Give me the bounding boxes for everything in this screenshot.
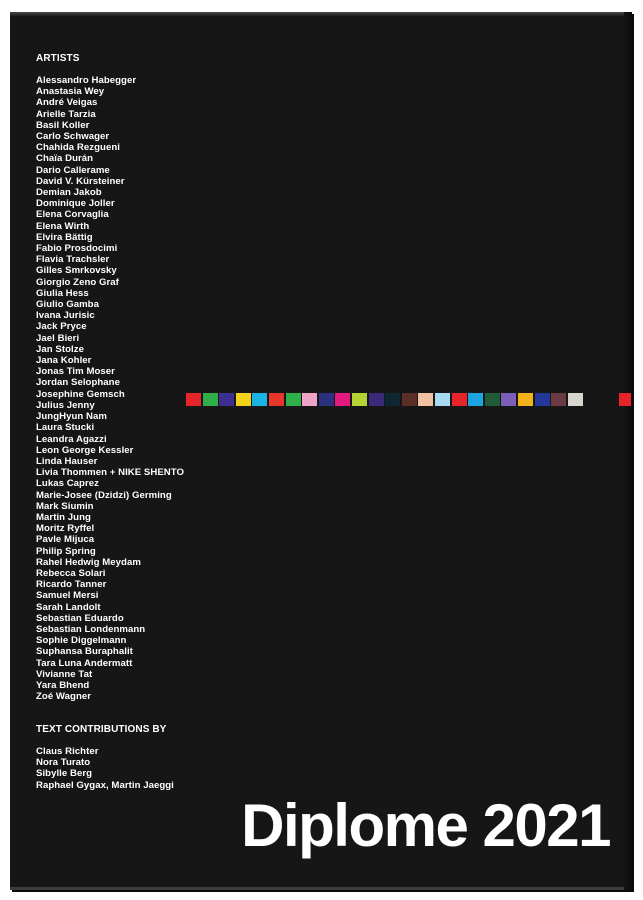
list-item: Jordan Selophane	[36, 377, 120, 389]
cover-side-edge	[624, 12, 632, 890]
list-item: Julius Jenny	[36, 399, 95, 411]
contributors-list	[36, 746, 174, 791]
list-item: Chahida Rezgueni	[36, 142, 120, 154]
color-swatch	[252, 393, 267, 406]
list-item: Ricardo Tanner	[36, 579, 107, 591]
color-swatch	[219, 393, 234, 406]
list-item: Chaïa Durán	[36, 153, 94, 165]
color-swatch	[369, 393, 384, 406]
color-swatch	[551, 393, 566, 406]
color-swatch	[452, 393, 467, 406]
list-item: Sarah Landolt	[36, 601, 101, 613]
book-cover	[10, 12, 632, 890]
color-swatch	[319, 393, 334, 406]
list-item: Rahel Hedwig Meydam	[36, 556, 141, 568]
list-item: Jack Pryce	[36, 321, 87, 333]
color-swatch	[286, 393, 301, 406]
list-item: Leon George Kessler	[36, 444, 134, 456]
list-item: Moritz Ryffel	[36, 523, 95, 535]
color-swatch	[352, 393, 367, 406]
color-swatch	[485, 393, 500, 406]
list-item: Samuel Mersi	[36, 590, 99, 602]
list-item: Linda Hauser	[36, 455, 98, 467]
list-item: Suphansa Buraphalit	[36, 646, 133, 658]
cover-top-edge	[10, 12, 632, 16]
list-item: Vivianne Tat	[36, 668, 93, 680]
color-swatch	[501, 393, 516, 406]
list-item: Elena Corvaglia	[36, 209, 109, 221]
list-item: Tara Luna Andermatt	[36, 657, 133, 669]
list-item: Basil Koller	[36, 119, 90, 131]
color-swatch	[468, 393, 483, 406]
color-swatch	[435, 393, 450, 406]
color-swatch	[568, 393, 583, 406]
list-item: Jael Bieri	[36, 332, 80, 344]
list-item: Jonas Tim Moser	[36, 366, 115, 378]
list-item: Claus Richter	[36, 746, 99, 757]
list-item: Giorgio Zeno Graf	[36, 276, 119, 288]
list-item: Sebastian Eduardo	[36, 612, 124, 624]
list-item: Ivana Jurisic	[36, 310, 95, 322]
list-item: Nora Turato	[36, 757, 91, 769]
list-item: Mark Siumin	[36, 500, 94, 512]
list-item: Carlo Schwager	[36, 131, 110, 143]
list-item: Fabio Prosdocimi	[36, 243, 118, 255]
list-item: Demian Jakob	[36, 187, 102, 199]
list-item: Leandra Agazzi	[36, 433, 107, 445]
list-item: Sibylle Berg	[36, 768, 93, 780]
color-swatch	[302, 393, 317, 406]
list-item: Elvira Bättig	[36, 231, 93, 243]
list-item: Anastasia Wey	[36, 86, 105, 98]
color-swatch	[186, 393, 201, 406]
list-item: Giulio Gamba	[36, 299, 99, 311]
list-item: Marie-Josee (Dzidzi) Germing	[36, 489, 172, 501]
list-item: Alessandro Habegger	[36, 75, 137, 86]
list-item: André Veigas	[36, 97, 98, 109]
contributions-heading: TEXT CONTRIBUTIONS BY	[36, 724, 167, 735]
list-item: Lukas Caprez	[36, 478, 99, 490]
color-swatch	[619, 393, 631, 406]
list-item: Zoé Wagner	[36, 691, 92, 703]
color-swatch	[518, 393, 533, 406]
list-item: Rebecca Solari	[36, 567, 106, 579]
list-item: Dario Callerame	[36, 164, 110, 176]
list-item: Giulia Hess	[36, 287, 89, 299]
list-item: Elena Wirth	[36, 220, 90, 232]
color-swatch	[535, 393, 550, 406]
color-swatch	[269, 393, 284, 406]
list-item: Josephine Gemsch	[36, 388, 125, 400]
list-item: Jana Kohler	[36, 355, 92, 367]
list-item: Arielle Tarzia	[36, 108, 96, 120]
list-item: Gilles Smrkovsky	[36, 265, 117, 277]
artists-list	[36, 75, 184, 702]
color-swatch	[402, 393, 417, 406]
color-swatch	[335, 393, 350, 406]
color-swatch	[203, 393, 218, 406]
list-item: JungHyun Nam	[36, 411, 107, 423]
list-item: Flavia Trachsler	[36, 254, 110, 266]
list-item: Yara Bhend	[36, 679, 90, 691]
color-swatch	[418, 393, 433, 406]
cover-title: Diplome 2021	[241, 792, 610, 859]
list-item: Dominique Joller	[36, 198, 115, 210]
list-item: Sophie Diggelmann	[36, 635, 127, 647]
color-swatch	[385, 393, 400, 406]
list-item: Livia Thommen + NIKE SHENTO	[36, 467, 185, 479]
artists-heading: ARTISTS	[36, 53, 80, 64]
color-swatch	[236, 393, 251, 406]
list-item: Raphael Gygax, Martin Jaeggi	[36, 779, 174, 791]
list-item: Martin Jung	[36, 511, 91, 523]
list-item: Sebastian Londenmann	[36, 623, 146, 635]
list-item: Philip Spring	[36, 545, 96, 557]
list-item: Pavle Mijuca	[36, 534, 95, 546]
list-item: David V. Kürsteiner	[36, 175, 125, 187]
list-item: Jan Stolze	[36, 343, 84, 355]
list-item: Laura Stucki	[36, 422, 95, 434]
